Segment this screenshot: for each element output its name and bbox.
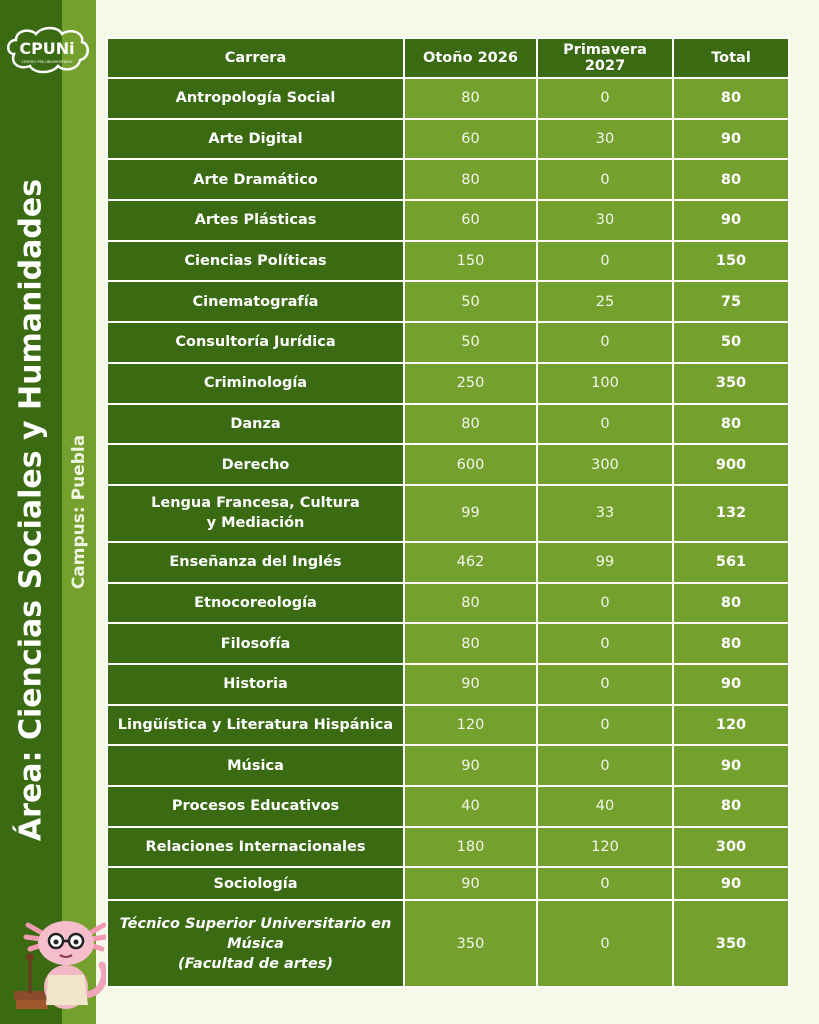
- cell-primavera: 120: [537, 827, 673, 868]
- table-row: [107, 159, 789, 200]
- cell-carrera: Procesos Educativos: [107, 786, 404, 827]
- cell-total: 80: [673, 583, 789, 624]
- cell-otono: 60: [404, 119, 537, 160]
- cell-primavera: 30: [537, 200, 673, 241]
- table-row: [107, 322, 789, 363]
- cell-otono: 600: [404, 444, 537, 485]
- cell-primavera: 25: [537, 281, 673, 322]
- cell-primavera: 0: [537, 623, 673, 664]
- cell-otono: 40: [404, 786, 537, 827]
- cell-carrera: Arte Dramático: [107, 159, 404, 200]
- cell-primavera: 30: [537, 119, 673, 160]
- table-row: [107, 119, 789, 160]
- cell-total: 90: [673, 867, 789, 900]
- cell-primavera: 0: [537, 867, 673, 900]
- cell-total: 900: [673, 444, 789, 485]
- cell-total: 80: [673, 159, 789, 200]
- cell-total: 561: [673, 542, 789, 583]
- table-row: [107, 583, 789, 624]
- cell-carrera-multiline: [107, 900, 404, 987]
- cell-total: 90: [673, 745, 789, 786]
- cell-carrera: Criminología: [107, 363, 404, 404]
- axolotl-mascot-icon: [8, 905, 113, 1015]
- header-primavera: Primavera 2027: [537, 38, 673, 78]
- cell-total: 80: [673, 78, 789, 119]
- cell-carrera: Lingüística y Literatura Hispánica: [107, 705, 404, 746]
- table-row: [107, 485, 789, 542]
- cell-primavera: 100: [537, 363, 673, 404]
- table-row: [107, 664, 789, 705]
- cell-otono: 80: [404, 78, 537, 119]
- cell-carrera: Lengua Francesa, Cultura y Mediación: [107, 485, 404, 542]
- cell-total: 300: [673, 827, 789, 868]
- logo-text: CPUNi: [19, 39, 75, 58]
- cell-carrera: Relaciones Internacionales: [107, 827, 404, 868]
- cell-otono: 80: [404, 404, 537, 445]
- cell-carrera: Historia: [107, 664, 404, 705]
- cell-primavera: 0: [537, 404, 673, 445]
- cell-carrera: Antropología Social: [107, 78, 404, 119]
- cell-otono: 50: [404, 281, 537, 322]
- cell-carrera: Derecho: [107, 444, 404, 485]
- cell-otono: 350: [404, 900, 537, 987]
- cell-carrera: Consultoría Jurídica: [107, 322, 404, 363]
- cell-primavera: 99: [537, 542, 673, 583]
- cell-total: 350: [673, 363, 789, 404]
- table-row: [107, 542, 789, 583]
- cell-otono: 120: [404, 705, 537, 746]
- table-row: [107, 786, 789, 827]
- carrera-line-2: Música: [227, 935, 284, 952]
- table-row: [107, 867, 789, 900]
- cell-primavera: 0: [537, 900, 673, 987]
- cpuni-logo: [4, 24, 90, 76]
- carrera-line-3: (Facultad de artes): [178, 955, 333, 972]
- cell-total: 132: [673, 485, 789, 542]
- cell-total: 80: [673, 623, 789, 664]
- table-row: [107, 827, 789, 868]
- table-row: [107, 444, 789, 485]
- cell-carrera: Sociología: [107, 867, 404, 900]
- logo-tagline: CENTRO PRE-UNIVERSITARIO: [21, 60, 73, 64]
- cell-carrera: Enseñanza del Inglés: [107, 542, 404, 583]
- cell-carrera: Arte Digital: [107, 119, 404, 160]
- cell-primavera: 33: [537, 485, 673, 542]
- carrera-line-1: Técnico Superior Universitario en: [119, 915, 392, 932]
- cell-primavera: 0: [537, 583, 673, 624]
- table-header-row: [107, 38, 789, 78]
- cell-primavera: 0: [537, 745, 673, 786]
- table-row: [107, 404, 789, 445]
- table-row: [107, 200, 789, 241]
- header-otono: Otoño 2026: [404, 38, 537, 78]
- cell-otono: 50: [404, 322, 537, 363]
- table-row-last: [107, 900, 789, 987]
- cell-otono: 80: [404, 583, 537, 624]
- cell-otono: 90: [404, 745, 537, 786]
- cell-carrera: Música: [107, 745, 404, 786]
- cell-primavera: 40: [537, 786, 673, 827]
- cell-total: 80: [673, 404, 789, 445]
- cell-otono: 180: [404, 827, 537, 868]
- cell-carrera: Cinematografía: [107, 281, 404, 322]
- cell-primavera: 300: [537, 444, 673, 485]
- table-row: [107, 241, 789, 282]
- cell-carrera: Ciencias Políticas: [107, 241, 404, 282]
- cell-total: 90: [673, 200, 789, 241]
- cell-otono: 90: [404, 664, 537, 705]
- cell-total: 80: [673, 786, 789, 827]
- cell-total: 150: [673, 241, 789, 282]
- cell-primavera: 0: [537, 241, 673, 282]
- cell-primavera: 0: [537, 664, 673, 705]
- cell-primavera: 0: [537, 78, 673, 119]
- cell-total: 90: [673, 664, 789, 705]
- cell-otono: 80: [404, 159, 537, 200]
- cell-total: 120: [673, 705, 789, 746]
- campus-label: Campus: Puebla: [69, 434, 89, 590]
- cell-primavera: 0: [537, 705, 673, 746]
- cell-total: 50: [673, 322, 789, 363]
- cell-otono: 60: [404, 200, 537, 241]
- cell-otono: 250: [404, 363, 537, 404]
- table-row: [107, 705, 789, 746]
- cell-otono: 99: [404, 485, 537, 542]
- cell-carrera: Danza: [107, 404, 404, 445]
- table-row: [107, 281, 789, 322]
- cell-otono: 90: [404, 867, 537, 900]
- header-carrera: Carrera: [107, 38, 404, 78]
- cell-primavera: 0: [537, 322, 673, 363]
- cell-carrera: Artes Plásticas: [107, 200, 404, 241]
- cell-total: 350: [673, 900, 789, 987]
- area-title: Área: Ciencias Sociales y Humanidades: [13, 178, 49, 842]
- cell-primavera: 0: [537, 159, 673, 200]
- cell-carrera: Filosofía: [107, 623, 404, 664]
- header-total: Total: [673, 38, 789, 78]
- cell-otono: 462: [404, 542, 537, 583]
- table-row: [107, 363, 789, 404]
- cell-total: 75: [673, 281, 789, 322]
- table-row: [107, 745, 789, 786]
- table-row: [107, 78, 789, 119]
- cell-total: 90: [673, 119, 789, 160]
- table-row: [107, 623, 789, 664]
- enrollment-table: [106, 37, 790, 988]
- cell-carrera: Etnocoreología: [107, 583, 404, 624]
- cell-otono: 80: [404, 623, 537, 664]
- cell-otono: 150: [404, 241, 537, 282]
